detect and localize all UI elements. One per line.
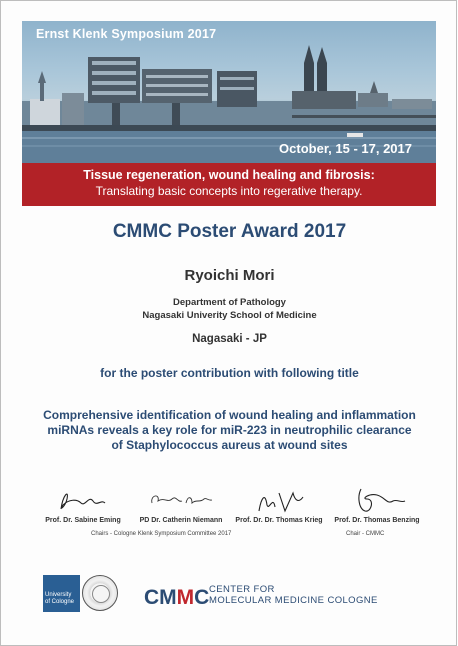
event-date: October, 15 - 17, 2017 [279, 141, 412, 156]
poster-title [21, 408, 438, 453]
signature-benzing [329, 485, 425, 524]
event-subtitle-bar [22, 163, 436, 206]
poster-title-line3: of Staphylococcus aureus at wound sites [111, 438, 348, 452]
department-name: Department of Pathology [173, 297, 286, 308]
event-subtitle-line2: Translating basic concepts into regerative therapy. [95, 184, 363, 198]
handwritten-signature-icon [249, 485, 309, 515]
cmmc-logo-letter: C [194, 586, 210, 609]
handwritten-signature-icon [146, 485, 216, 515]
cmmc-logo-letter: M [176, 586, 195, 609]
university-logo-line2: of Cologne [45, 599, 75, 605]
signatory-name: Prof. Dr. Sabine Eming [45, 517, 121, 524]
center-name-line2: MOLECULAR MEDICINE COLOGNE [209, 595, 378, 606]
chair-label: Chair - CMMC [346, 531, 385, 537]
contribution-text: for the poster contribution with following title [100, 366, 359, 380]
poster-title-line2: miRNAs reveals a key role for miR-223 in neutrophilic clearance [47, 423, 412, 437]
poster-title-line1: Comprehensive identification of wound healing and inflammation [43, 408, 416, 422]
signatory-name: Prof. Dr. Thomas Benzing [334, 517, 420, 524]
cmmc-logo-text [144, 586, 209, 609]
signatory-name: Prof. Dr. Dr. Thomas Krieg [235, 517, 323, 524]
signatory-name: PD Dr. Catherin Niemann [139, 517, 223, 524]
cmmc-center-name [209, 584, 378, 606]
recipient-location: Nagasaki - JP [192, 333, 267, 345]
signature-krieg [231, 485, 327, 524]
handwritten-signature-icon [53, 485, 113, 515]
university-of-cologne-logo [43, 575, 80, 612]
university-seal-icon [82, 575, 118, 611]
school-name: Nagasaki Univerity School of Medicine [142, 310, 317, 321]
cmmc-logo [144, 584, 210, 609]
cmmc-logo-letter: C [144, 586, 160, 609]
banner-photo [22, 21, 436, 163]
center-name-line1: CENTER FOR [209, 584, 275, 595]
signature-niemann [133, 485, 229, 524]
event-subtitle-line1: Tissue regeneration, wound healing and fibrosis: [83, 168, 375, 182]
recipient-affiliation [1, 296, 458, 322]
university-logo-line1: University [45, 592, 72, 598]
cmmc-logo-letter: M [159, 586, 177, 609]
event-title: Ernst Klenk Symposium 2017 [36, 27, 217, 41]
recipient-name: Ryoichi Mori [184, 267, 275, 284]
award-title: CMMC Poster Award 2017 [112, 221, 347, 242]
handwritten-signature-icon [347, 485, 407, 515]
signature-eming [35, 485, 131, 524]
committee-label: Chairs - Cologne Klenk Symposium Committee 2017 [91, 531, 232, 537]
